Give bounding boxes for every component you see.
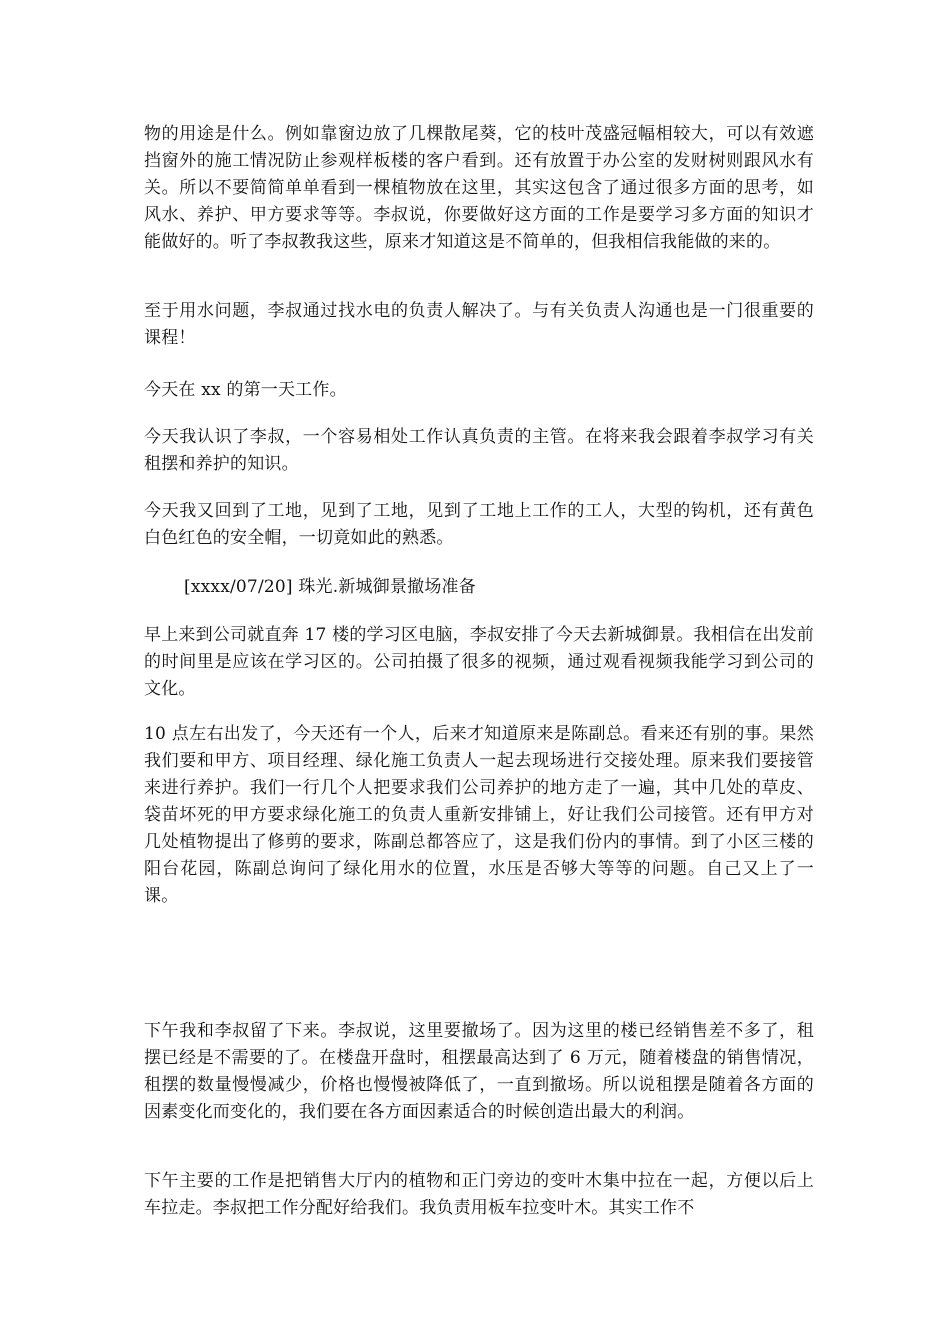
paragraph-departure: 10 点左右出发了，今天还有一个人，后来才知道原来是陈副总。看来还有别的事。果然我们要和甲方、项目经理、绿化施工负责人一起去现场进行交接处理。原来我们要接管来进行养护。我们一行几个人把要求我们公司养护的地方走了一遍，其中几处的草皮、袋苗坏死的甲方要求绿化施工的负责人重新安排铺上，好让我们公司接管。还有甲方对几处植物提出了修剪的要求，陈副总都答应了，这是我们份内的事情。到了小区三楼的阳台花园，陈副总询问了绿化用水的位置，水压是否够大等等的问题。自己又上了一课。 [144, 724, 814, 906]
paragraph-first-day: 今天在 xx 的第一天工作。 [144, 380, 347, 400]
paragraph-morning: 早上来到公司就直奔 17 楼的学习区电脑，李叔安排了今天去新城御景。我相信在出发前的时间里是应该在学习区的。公司拍摄了很多的视频，通过观看视频我能学习到公司的文化。 [144, 625, 814, 699]
paragraph-construction-site: 今天我又回到了工地，见到了工地，见到了工地上工作的工人，大型的钩机，还有黄色白色红色的安全帽，一切竟如此的熟悉。 [144, 501, 814, 548]
paragraph-afternoon: 下午我和李叔留了下来。李叔说，这里要撤场了。因为这里的楼已经销售差不多了，租摆已经是不需要的了。在楼盘开盘时，租摆最高达到了 6 万元，随着楼盘的销售情况，租摆的数量慢慢减少，价格也慢慢被降低了，一直到撤场。所以说租摆是随着各方面的因素变化而变化的，我们要在各方面因素适合的时候创造出最大的利润。 [144, 1021, 814, 1122]
paragraph-afternoon-work: 下午主要的工作是把销售大厅内的植物和正门旁边的变叶木集中拉在一起，方便以后上车拉走。李叔把工作分配好给我们。我负责用板车拉变叶木。其实工作不 [144, 1171, 814, 1218]
paragraph-met-supervisor: 今天我认识了李叔，一个容易相处工作认真负责的主管。在将来我会跟着李叔学习有关租摆和养护的知识。 [144, 427, 814, 474]
paragraph-water-issue: 至于用水问题，李叔通过找水电的负责人解决了。与有关负责人沟通也是一门很重要的课程！ [144, 301, 814, 348]
section-heading-date: [xxxx/07/20] 珠光.新城御景撤场准备 [184, 577, 476, 597]
paragraph-plant-usage: 物的用途是什么。例如靠窗边放了几棵散尾葵，它的枝叶茂盛冠幅相较大，可以有效遮挡窗外的施工情况防止参观样板楼的客户看到。还有放置于办公室的发财树则跟风水有关。所以不要简简单单看到一棵植物放在这里，其实这包含了通过很多方面的思考，如风水、养护、甲方要求等等。李叔说，你要做好这方面的工作是要学习多方面的知识才能做好的。听了李叔教我这些，原来才知道这是不简单的，但我相信我能做的来的。 [144, 124, 814, 252]
